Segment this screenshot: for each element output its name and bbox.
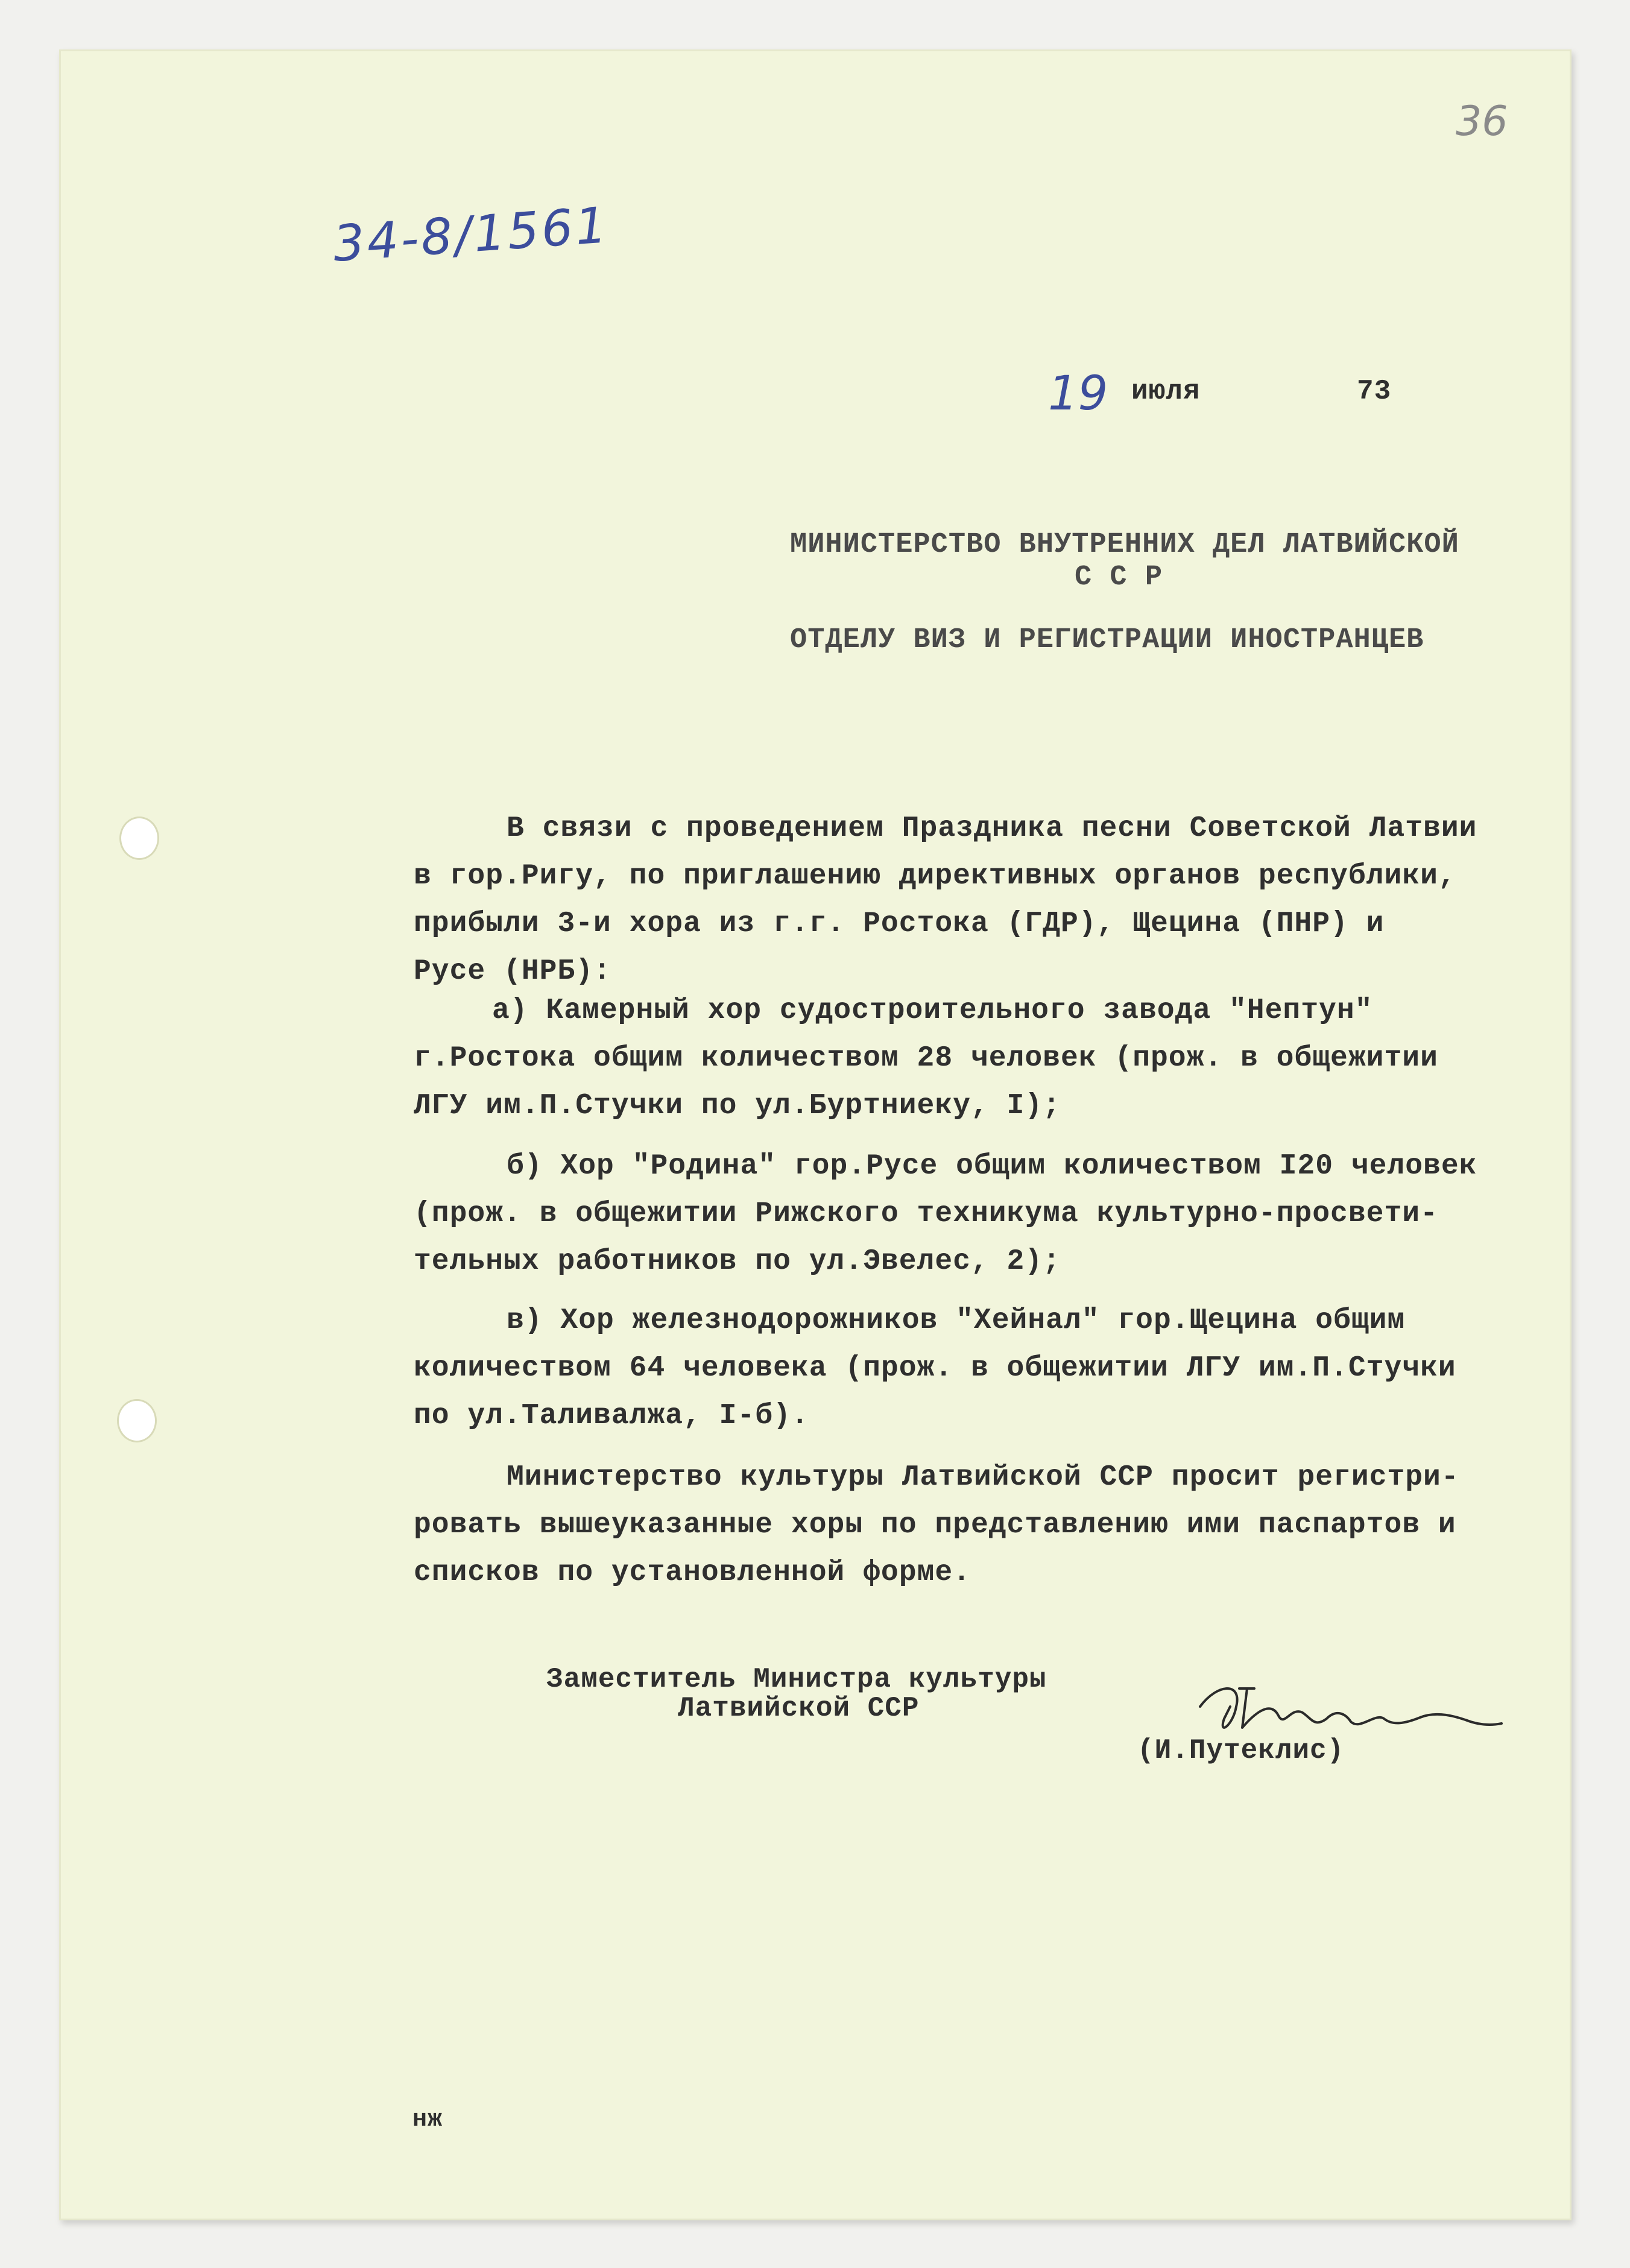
intro-line: В связи с проведением Праздника песни Советской Латвии: [507, 812, 1477, 845]
document-page: [59, 49, 1572, 2220]
closing-line: ровать вышеуказанные хоры по представлению ими паспартов и: [414, 1509, 1456, 1541]
closing-line: списков по установленной форме.: [414, 1556, 971, 1589]
item-c-line: в) Хор железнодорожников "Хейнал" гор.Щецина общим: [507, 1304, 1406, 1337]
item-c-line: количеством 64 человека (прож. в общежитии ЛГУ им.П.Стучки: [414, 1352, 1456, 1385]
date-year: 73: [1357, 376, 1392, 407]
signatory-title-line1: Заместитель Министра культуры: [546, 1664, 1047, 1695]
intro-line: в гор.Ригу, по приглашению директивных органов республики,: [414, 860, 1456, 892]
signatory-title-line2: Латвийской ССР: [678, 1693, 920, 1724]
addressee-ministry: МИНИСТЕРСТВО ВНУТРЕННИХ ДЕЛ ЛАТВИЙСКОЙ: [790, 529, 1459, 561]
item-c-line: по ул.Таливалжа, I-б).: [414, 1400, 809, 1432]
handwritten-signature: [1182, 1670, 1508, 1767]
intro-line: прибыли 3-и хора из г.г. Ростока (ГДР), Щецина (ПНР) и: [414, 908, 1385, 940]
typist-initials: нж: [412, 2106, 443, 2134]
addressee-department: ОТДЕЛУ ВИЗ И РЕГИСТРАЦИИ ИНОСТРАНЦЕВ: [790, 624, 1424, 656]
registration-number: 34-8/1561: [331, 197, 611, 273]
item-a-line: ЛГУ им.П.Стучки по ул.Буртниеку, I);: [414, 1090, 1061, 1122]
signatory-name: (И.Путеклис): [1137, 1735, 1345, 1766]
item-b-line: тельных работников по ул.Эвелес, 2);: [414, 1245, 1061, 1278]
closing-line: Министерство культуры Латвийской ССР просит регистри-: [507, 1461, 1459, 1494]
punch-hole-upper: [119, 817, 159, 860]
item-a-line: г.Ростока общим количеством 28 человек (прож. в общежитии: [414, 1042, 1438, 1075]
addressee-ssr: С С Р: [1075, 561, 1163, 593]
date-day: 19: [1048, 367, 1108, 421]
item-a-line: а) Камерный хор судостроительного завода "Нептун": [492, 994, 1373, 1027]
item-b-line: (прож. в общежитии Рижского техникума культурно-просвети-: [414, 1198, 1438, 1230]
page-number: 36: [1456, 98, 1508, 145]
intro-line: Русе (НРБ):: [414, 955, 611, 988]
date-month: июля: [1131, 376, 1201, 407]
punch-hole-lower: [117, 1399, 157, 1442]
item-b-line: б) Хор "Родина" гор.Русе общим количеством I20 человек: [507, 1150, 1477, 1183]
